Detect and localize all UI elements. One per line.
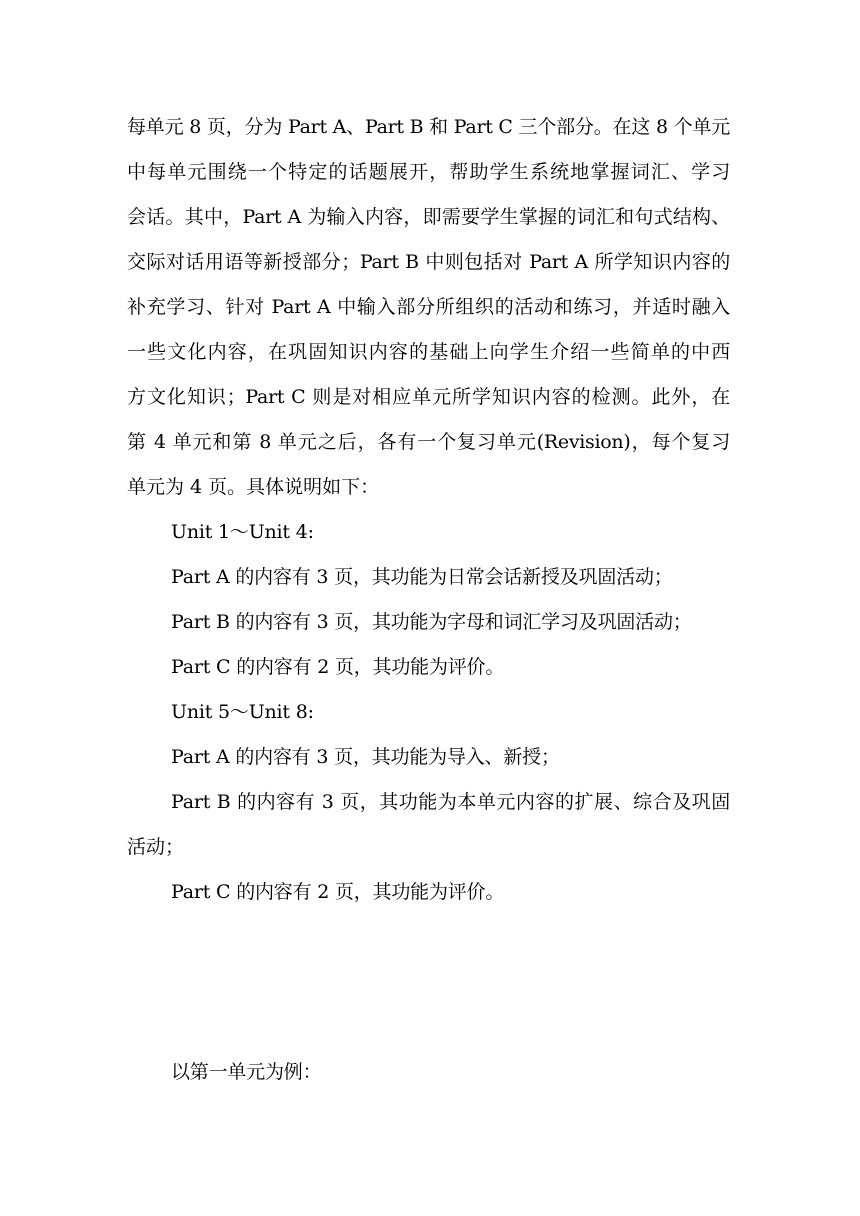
list-item: Part B 的内容有 3 页，其功能为本单元内容的扩展、综合及巩固 — [171, 791, 730, 813]
unit-range-heading: Unit 1～Unit 4: — [171, 521, 314, 543]
paragraph-line: 交际对话用语等新授部分；Part B 中则包括对 Part A 所学知识内容的 — [127, 251, 730, 273]
paragraph-line: 一些文化内容，在巩固知识内容的基础上向学生介绍一些简单的中西 — [127, 341, 730, 363]
paragraph-line: 中每单元围绕一个特定的话题展开，帮助学生系统地掌握词汇、学习 — [127, 161, 730, 183]
paragraph-line: 方文化知识；Part C 则是对相应单元所学知识内容的检测。此外，在 — [127, 386, 730, 408]
list-item: Part B 的内容有 3 页，其功能为字母和词汇学习及巩固活动； — [171, 611, 692, 633]
paragraph-line: 会话。其中，Part A 为输入内容，即需要学生掌握的词汇和句式结构、 — [127, 206, 730, 228]
paragraph-line: 补充学习、针对 Part A 中输入部分所组织的活动和练习，并适时融入 — [127, 296, 730, 318]
list-item: Part A 的内容有 3 页，其功能为导入、新授； — [171, 746, 560, 768]
paragraph-line: 第 4 单元和第 8 单元之后，各有一个复习单元(Revision)，每个复习 — [127, 431, 730, 453]
list-item: Part C 的内容有 2 页，其功能为评价。 — [171, 881, 505, 903]
paragraph-line: 每单元 8 页，分为 Part A、Part B 和 Part C 三个部分。在这 8 个单元 — [127, 116, 730, 138]
unit-range-heading: Unit 5～Unit 8: — [171, 701, 314, 723]
list-item-continuation: 活动； — [127, 836, 185, 858]
example-intro: 以第一单元为例： — [171, 1061, 322, 1083]
list-item: Part A 的内容有 3 页，其功能为日常会话新授及巩固活动； — [171, 566, 673, 588]
list-item: Part C 的内容有 2 页，其功能为评价。 — [171, 656, 505, 678]
paragraph-line: 单元为 4 页。具体说明如下： — [127, 476, 380, 498]
